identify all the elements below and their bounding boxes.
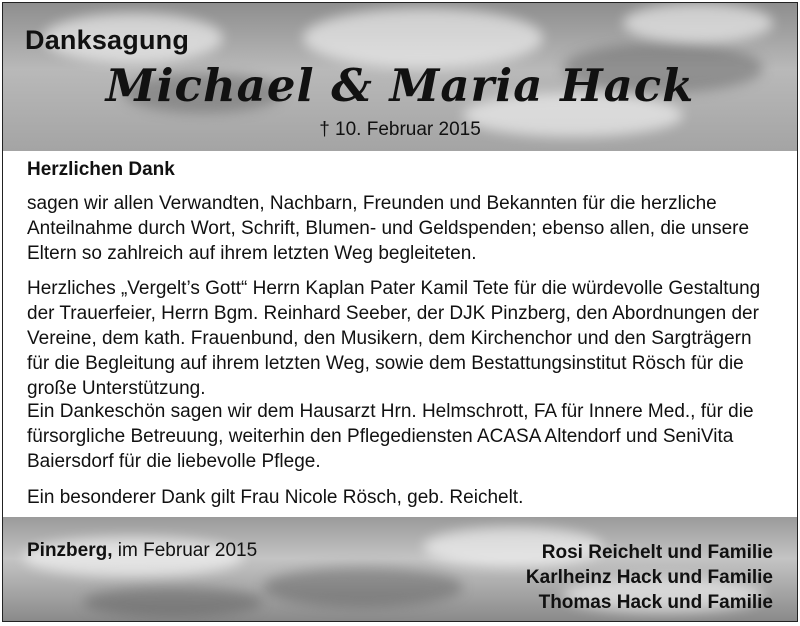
notice-title: Danksagung (25, 25, 190, 55)
signer-3: Thomas Hack und Familie (538, 592, 773, 613)
paragraph-3: Ein Dankeschön sagen wir dem Hausarzt Hrn. Helmschrott, FA für Innere Med., für die fürsorgliche Betreuung, weiterhin den Pflegediensten ACASA Altendorf und SeniVita Baiersdorf für die liebevolle Pflege. (27, 401, 754, 472)
death-date: † 10. Februar 2015 (319, 119, 481, 140)
paragraph-1: sagen wir allen Verwandten, Nachbarn, Freunden und Bekannten für die herzliche Anteilnahme durch Wort, Schrift, Blumen- und Geldspenden; ebenso allen, die unsere Eltern so zahlreich auf ihrem letzten Weg begleiteten. (27, 193, 750, 264)
signers (526, 540, 773, 615)
message-body (3, 151, 797, 517)
paragraph-2: Herzliches „Vergelt’s Gott“ Herrn Kaplan Pater Kamil Tete für die würdevolle Gestaltung der Trauerfeier, Herrn Bgm. Reinhard Seeber, der DJK Pinzberg, den Abordnungen der Vereine, dem kath. Frauenbund, den Musikern, dem Kirchenchor und den Sargträgern für die Begleitung auf ihrem letzten Weg, sowie dem Bestattungsinstitut Rösch für die große Unterstützung. (27, 278, 761, 399)
place: Pinzberg, (27, 540, 113, 561)
signer-2: Karlheinz Hack und Familie (525, 567, 773, 588)
signer-1: Rosi Reichelt und Familie (541, 542, 773, 563)
paragraph-4: Ein besonderer Dank gilt Frau Nicole Rösch, geb. Reichelt. (27, 487, 524, 508)
thanks-heading: Herzlichen Dank (27, 159, 175, 180)
place-date: im Februar 2015 (112, 540, 258, 561)
death-notice-card (2, 2, 798, 622)
deceased-names: Michael & Maria Hack (105, 59, 695, 112)
place-and-date (27, 540, 257, 562)
